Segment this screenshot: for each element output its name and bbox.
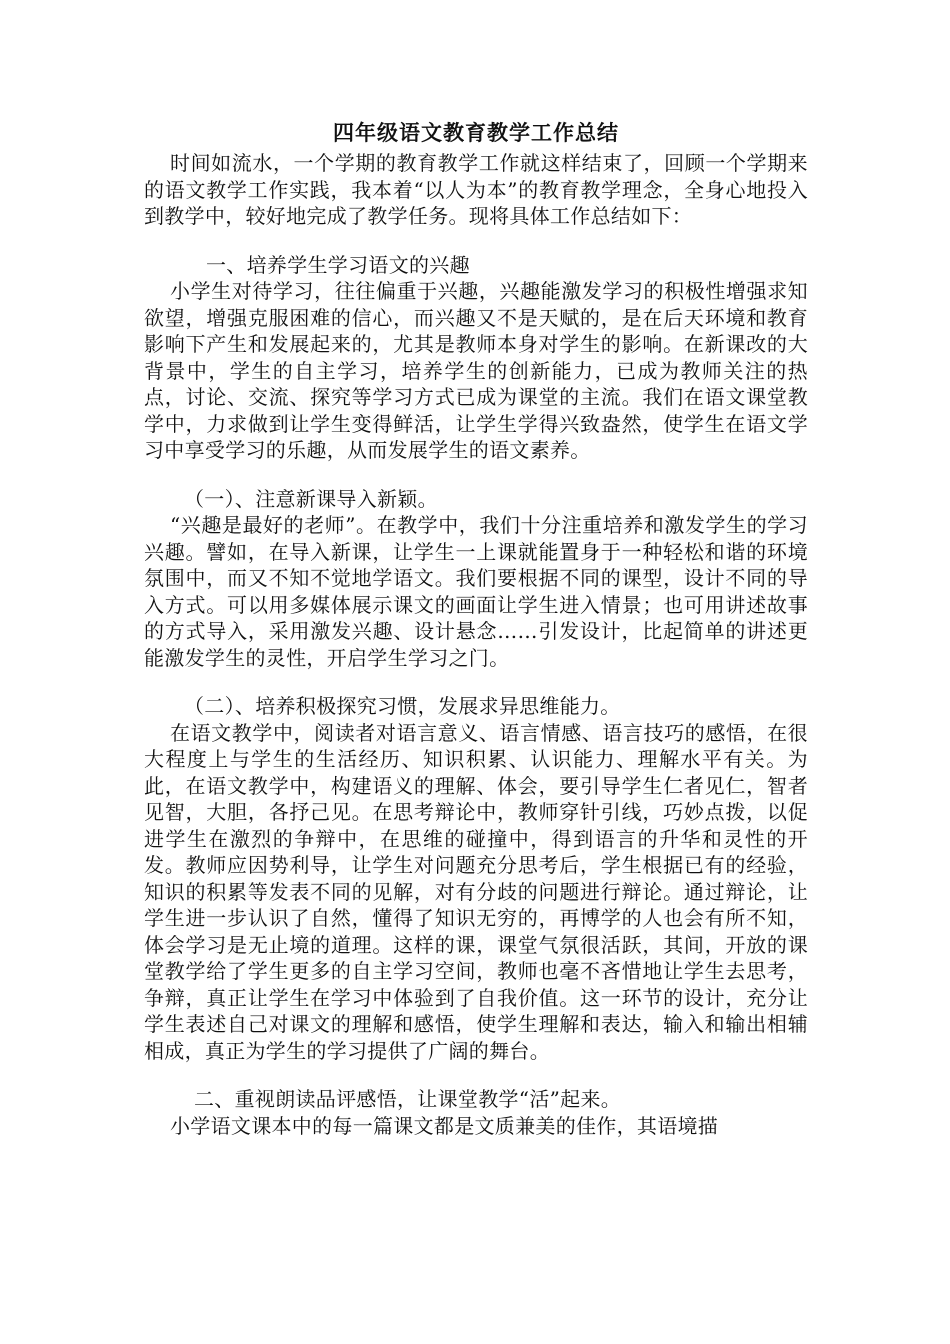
subsection-paragraph-1: “兴趣是最好的老师”。在教学中，我们十分注重培养和激发学生的学习兴趣。譬如，在导入新课，让学生一上课就能置身于一种轻松和谐的环境氛围中，而又不知不觉地学语文。我们要根据不同的课型，设计不同的导入方式。可以用多媒体展示课文的画面让学生进入情景；也可用讲述故事的方式导入，采用激发兴趣、设计悬念……引发设计，比起简单的讲述更能激发学生的灵性，开启学生学习之门。 bbox=[144, 513, 808, 670]
section-heading-2: 二、重视朗读品评感悟，让课堂教学“活”起来。 bbox=[194, 1087, 622, 1111]
subsection-paragraph-2: 在语文教学中，阅读者对语言意义、语言情感、语言技巧的感悟，在很大程度上与学生的生活经历、知识积累、认识能力、理解水平有关。为此，在语文教学中，构建语义的理解、体会，要引导学生仁者见仁，智者见智，大胆，各抒己见。在思考辩论中，教师穿针引线，巧妙点拨，以促进学生在激烈的争辩中，在思维的碰撞中，得到语言的升华和灵性的开发。教师应因势利导，让学生对问题充分思考后，学生根据已有的经验，知识的积累等发表不同的见解，对有分歧的问题进行辩论。通过辩论，让学生进一步认识了自然，懂得了知识无穷的，再博学的人也会有所不知，体会学习是无止境的道理。这样的课，课堂气氛很活跃，其间，开放的课堂教学给了学生更多的自主学习空间，教师也毫不吝惜地让学生去思考，争辩，真正让学生在学习中体验到了自我价值。这一环节的设计，充分让学生表述自己对课文的理解和感悟，使学生理解和表达，输入和输出相辅相成，真正为学生的学习提供了广阔的舞台。 bbox=[144, 720, 808, 1063]
section-paragraph-1: 小学生对待学习，往往偏重于兴趣，兴趣能激发学习的积极性增强求知欲望，增强克服困难的信心，而兴趣又不是天赋的，是在后天环境和教育影响下产生和发展起来的，尤其是教师本身对学生的影响。在新课改的大背景中，学生的自主学习，培养学生的创新能力，已成为教师关注的热点，讨论、交流、探究等学习方式已成为课堂的主流。我们在语文课堂教学中，力求做到让学生变得鲜活，让学生学得兴致盎然，使学生在语文学习中享受学习的乐趣，从而发展学生的语文素养。 bbox=[144, 279, 808, 462]
section-heading-1: 一、培养学生学习语文的兴趣 bbox=[206, 252, 470, 277]
intro-paragraph: 时间如流水，一个学期的教育教学工作就这样结束了，回顾一个学期来的语文教学工作实践，我本着“以人为本”的教育教学理念，全身心地投入到教学中，较好地完成了教学任务。现将具体工作总结如下： bbox=[144, 151, 808, 228]
subsection-heading-1: （一）、注意新课导入新颖。 bbox=[184, 486, 438, 511]
document-body bbox=[144, 118, 808, 1139]
document-title: 四年级语文教育教学工作总结 bbox=[333, 120, 619, 145]
section-paragraph-2: 小学语文课本中的每一篇课文都是文质兼美的佳作，其语境描 bbox=[170, 1113, 719, 1138]
subsection-heading-2: （二）、培养积极探究习惯，发展求异思维能力。 bbox=[184, 694, 621, 718]
